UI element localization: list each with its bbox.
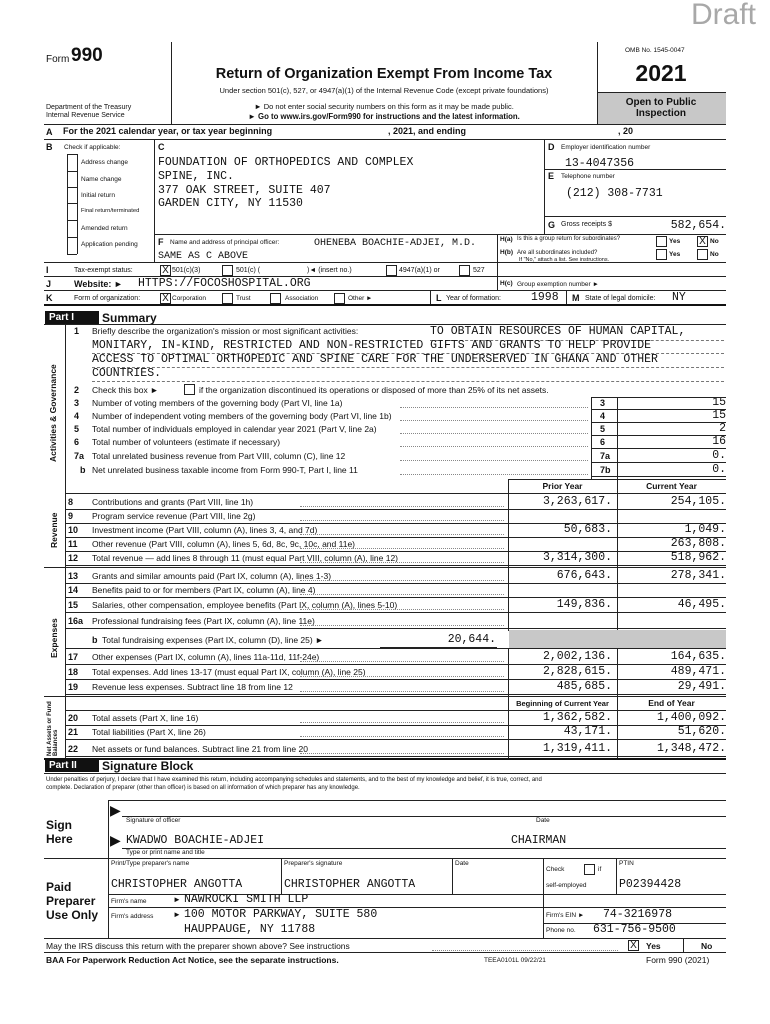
expense-row-text: Grants and similar amounts paid (Part IX, column (A), lines 1-3) [92,571,332,581]
revenue-row-text: Total revenue — add lines 8 through 11 (must equal Part VIII, column (A), line 12) [92,553,398,563]
org-address-2: GARDEN CITY, NY 11530 [158,197,303,210]
expense-total-row-prior: 2,002,136. [542,650,612,663]
form-title: Return of Organization Exempt From Income Tax [215,66,553,82]
preparer-word: Preparer [46,894,96,908]
dept-treasury: Department of the Treasury [46,104,132,111]
line-ha: H(a) [500,236,513,243]
part1-tag: Part I [45,311,99,324]
org-phone: (212) 308-7731 [566,187,663,200]
line-a-end: , 20 [618,126,634,136]
ha-no: No [710,238,719,245]
other-checkbox[interactable] [334,293,345,304]
other-label: Other ► [348,295,373,302]
mission-line-2: MONITARY, IN-KIND, RESTRICTED AND NON-RESTRICTED GIFTS AND GRANTS TO HELP PROVIDE [92,339,651,352]
preparer-signature: CHRISTOPHER ANGOTTA [284,878,416,891]
gross-receipts: 582,654. [670,219,726,232]
form-word: Form [46,54,70,65]
domicile-state: NY [672,291,686,304]
prep-self-label: self-employed [546,882,587,889]
sig-date-label: Date [536,817,550,824]
firm-phone-label: Phone no. [546,927,576,934]
ssn-warning: ► Do not enter social security numbers on this form as it may be made public. [254,102,514,111]
expense-total-row-current: 164,635. [670,650,726,663]
line-b-letter: B [46,142,53,152]
ag-row-num: 4 [74,411,80,421]
firm-ein-label: Firm's EIN ► [546,912,585,919]
line-l-letter: L [436,293,442,303]
revenue-row-current: 1,049. [684,523,726,536]
prep-sig-label: Preparer's signature [284,860,343,867]
expense-total-row-num: 17 [68,652,79,662]
4947-checkbox[interactable] [386,265,397,276]
ag-row-num: 3 [74,398,80,408]
net-assets-row-num: 22 [68,744,79,754]
revenue-row-current: 254,105. [670,495,726,508]
firm-name: NAWROCKI SMITH LLP [184,893,309,906]
527-checkbox[interactable] [459,265,470,276]
line-a-mid: , 2021, and ending [388,126,467,136]
l16b-value: 20,644. [447,633,496,646]
expense-row-num: 13 [68,571,79,581]
b-initial-return: Initial return [81,192,115,199]
revenue-row-text: Contributions and grants (Part VIII, line 1h) [92,497,254,507]
preparer-ptin: P02394428 [619,878,682,891]
l2-num: 2 [74,385,80,395]
ag-row-text: Number of voting members of the governing body (Part VI, line 1a) [92,398,343,408]
ha-text: Is this a group return for subordinates? [517,236,621,242]
open-public: Open to Public [625,97,697,108]
line-hc: H(c) [500,280,513,287]
expense-row-text: Benefits paid to or for members (Part IX, column (A), line 4) [92,585,316,595]
expense-total-row-prior: 2,828,615. [542,665,612,678]
ag-row-box: 3 [600,398,606,408]
discuss-yes: Yes [646,941,661,951]
paid-word: Paid [46,880,72,894]
firm-address-1: 100 MOTOR PARKWAY, SUITE 580 [184,908,378,921]
firm-arrow-icon: ► [173,895,181,904]
hb-yes: Yes [669,251,681,258]
b-amended-return: Amended return [81,225,128,232]
org-name-2: SPINE, INC. [158,170,234,183]
expense-row-current: 278,341. [670,569,726,582]
hb-yes-checkbox[interactable] [656,249,667,260]
line-hb: H(b) [500,249,513,256]
expense-total-row-num: 18 [68,667,79,677]
prep-check-label: Check [546,866,565,873]
prep-if-label: if [598,866,602,873]
prep-ptin-label: PTIN [619,860,634,867]
501c3-checkbox[interactable]: X [160,265,171,276]
line-j-letter: J [46,279,52,289]
side-net-assets: Net Assets or Fund Balances [47,701,59,756]
expense-row-num: 14 [68,585,79,595]
org-ein: 13-4047356 [565,157,635,170]
formation-year: 1998 [531,291,559,304]
net-assets-row-prior: 1,362,582. [542,711,612,724]
corporation-label: Corporation [172,295,206,302]
ag-row-text: Net unrelated business taxable income from Form 990-T, Part I, line 11 [92,465,358,475]
domicile-label: State of legal domicile: [585,295,656,302]
expense-row-text: Professional fundraising fees (Part IX, column (A), line 11e) [92,616,315,626]
prep-date-label: Date [455,860,469,867]
col-current-year: Current Year [646,481,697,491]
sign-arrow-icon: ▶ [110,802,121,818]
preparer-name: CHRISTOPHER ANGOTTA [111,878,243,891]
phone-label: Telephone number [561,173,615,180]
omb-number: OMB No. 1545-0047 [625,47,685,54]
website-label: Website: ► [74,279,123,289]
sig-officer-label: Signature of officer [126,817,181,824]
formation-label: Year of formation: [446,295,501,302]
ag-row-num: 7a [74,451,85,461]
ha-no-checkbox[interactable]: X [697,236,708,247]
ag-row-num: 6 [74,437,80,447]
hb-text: Are all subordinates included? [517,250,598,256]
trust-label: Trust [236,295,251,302]
sign-arrow-icon-2: ▶ [110,832,121,848]
perjury-2: complete. Declaration of preparer (other than officer) is based on all information of which preparer has any knowledge. [46,785,360,791]
501c3-label: 501(c)(3) [172,267,201,274]
revenue-row-text: Investment income (Part VIII, column (A), lines 3, 4, and 7d) [92,525,318,535]
ag-row-value: 16 [712,435,726,448]
use-only-word: Use Only [46,908,99,922]
association-label: Association [285,295,319,302]
col-prior-year: Prior Year [542,481,583,491]
revenue-row-text: Program service revenue (Part VIII, line 2g) [92,511,256,521]
ag-row-num: 5 [74,424,80,434]
expense-total-row-current: 489,471. [670,665,726,678]
501c-label: 501(c) ( [236,267,261,274]
org-address-1: 377 OAK STREET, SUITE 407 [158,184,331,197]
expense-row-num: 15 [68,600,79,610]
sign-word: Sign [46,818,72,832]
expense-total-row-text: Other expenses (Part IX, column (A), lines 11a-11d, 11f-24e) [92,652,320,662]
line-d-letter: D [548,142,555,152]
col-end-year: End of Year [648,698,695,708]
l16b-text: Total fundraising expenses (Part IX, column (D), line 25) ► [102,635,324,645]
revenue-row-num: 10 [68,525,79,535]
form-footer: Form 990 (2021) [646,955,710,965]
discuss-yes-checkbox[interactable]: X [628,940,639,951]
here-word: Here [46,832,73,846]
firm-address-2: HAUPPAUGE, NY 11788 [184,923,316,936]
l2-checkbox[interactable] [184,384,195,395]
officer-sign-name: KWADWO BOACHIE-ADJEI [126,834,265,847]
ag-row-text: Total number of volunteers (estimate if necessary) [92,437,281,447]
side-revenue: Revenue [49,512,59,548]
gross-receipts-label: Gross receipts $ [561,221,612,228]
net-assets-row-num: 20 [68,713,79,723]
line-c-label: C [158,142,165,152]
ag-row-text: Number of independent voting members of the governing body (Part VI, line 1b) [92,411,392,421]
b-address-change: Address change [81,159,128,166]
net-assets-row-prior: 43,171. [563,725,612,738]
ag-row-box: 7b [600,465,611,475]
revenue-row-num: 9 [68,511,74,521]
ag-row-text: Total number of individuals employed in calendar year 2021 (Part V, line 2a) [92,424,377,434]
trust-checkbox[interactable] [222,293,233,304]
501c-checkbox[interactable] [222,265,233,276]
net-assets-row-text: Net assets or fund balances. Subtract line 21 from line 20 [92,744,308,754]
inspection: Inspection [635,108,686,119]
ag-row-box: 7a [600,451,611,461]
self-employed-checkbox[interactable] [584,864,595,875]
ag-row-box: 5 [600,424,606,434]
expense-row-prior: 149,836. [556,598,612,611]
revenue-row-current: 263,808. [670,537,726,550]
hc-text: Group exemption number ► [517,281,599,288]
net-assets-row-current: 51,620. [677,725,726,738]
irs-link: ► Go to www.irs.gov/Form990 for instructions and the latest information. [248,112,520,121]
firm-address-label: Firm's address [111,913,154,920]
officer-label: Name and address of principal officer: [170,239,280,246]
form-code: TEEA0101L 09/22/21 [484,957,546,964]
website-url[interactable]: HTTPS://FOCOSHOSPITAL.ORG [138,277,311,290]
ag-row-value: 0. [712,449,726,462]
discuss-no: No [701,941,713,951]
net-assets-row-num: 21 [68,727,79,737]
irs-service: Internal Revenue Service [46,112,125,119]
l1-text: Briefly describe the organization's mission or most significant activities: [92,326,359,336]
part1-title: Summary [102,311,157,325]
form-subtitle: Under section 501(c), 527, or 4947(a)(1) of the Internal Revenue Code (except private foundations) [219,86,549,95]
expense-total-row-text: Revenue less expenses. Subtract line 18 from line 12 [92,682,293,692]
net-assets-row-text: Total liabilities (Part X, line 26) [92,727,206,737]
baa-notice: BAA For Paperwork Reduction Act Notice, see the separate instructions. [46,955,339,965]
ag-row-value: 2 [719,422,726,435]
draft-watermark: Draft [690,0,756,31]
527-label: 527 [473,267,485,274]
net-assets-row-current: 1,400,092. [656,711,726,724]
ag-row-value: 15 [712,409,726,422]
ha-yes: Yes [669,238,681,245]
ag-row-num: b [80,465,86,475]
line-b-label: Check if applicable: [64,144,121,151]
ag-row-value: 15 [712,396,726,409]
officer-sign-title: CHAIRMAN [511,834,567,847]
org-name-1: FOUNDATION OF ORTHOPEDICS AND COMPLEX [158,156,414,169]
tax-exempt-label: Tax-exempt status: [74,267,133,274]
ha-yes-checkbox[interactable] [656,236,667,247]
corporation-checkbox[interactable]: X [160,293,171,304]
expense-row-text: Salaries, other compensation, employee benefits (Part IX, column (A), lines 5-10) [92,600,398,610]
type-print-label: Type or print name and title [126,849,205,856]
l16b-num: b [92,635,98,645]
b-final-return: Final return/terminated [81,208,140,214]
firm-phone: 631-756-9500 [593,923,676,936]
firm-name-label: Firm's name [111,898,147,905]
irs-discuss: May the IRS discuss this return with the preparer shown above? See instructions [46,941,350,951]
addr-arrow-icon: ► [173,910,181,919]
l2-text-b: if the organization discontinued its operations or disposed of more than 25% of its net assets. [199,385,549,395]
association-checkbox[interactable] [270,293,281,304]
mission-line-1: TO OBTAIN RESOURCES OF HUMAN CAPITAL, [430,325,686,338]
4947-label: 4947(a)(1) or [399,267,440,274]
part2-title: Signature Block [102,759,194,773]
revenue-row-prior: 3,263,617. [542,495,612,508]
revenue-row-num: 11 [68,539,78,549]
revenue-row-text: Other revenue (Part VIII, column (A), lines 5, 6d, 8c, 9c, 10c, and 11e) [92,539,355,549]
side-expenses: Expenses [49,618,59,658]
part2-tag: Part II [45,759,99,772]
col-beginning-year: Beginning of Current Year [516,699,609,708]
line-i-letter: I [46,265,49,275]
insert-no: )◄ (insert no.) [307,267,352,274]
revenue-row-current: 518,962. [670,551,726,564]
expense-row-current: 46,495. [677,598,726,611]
hb-no: No [710,251,719,258]
expense-total-row-prior: 485,685. [556,680,612,693]
ag-row-value: 0. [712,463,726,476]
line-a-text: For the 2021 calendar year, or tax year beginning [63,126,273,136]
revenue-row-num: 8 [68,497,74,507]
revenue-row-num: 12 [68,553,79,563]
expense-row-prior: 676,643. [556,569,612,582]
line-g-letter: G [548,220,556,230]
line-a-label: A [46,127,53,137]
ag-row-box: 4 [600,411,606,421]
officer-name: OHENEBA BOACHIE-ADJEI, M.D. [314,238,477,249]
b-name-change: Name change [81,176,122,183]
ag-row-text: Total unrelated business revenue from Part VIII, column (C), line 12 [92,451,346,461]
revenue-row-prior: 3,314,300. [542,551,612,564]
l1-num: 1 [74,326,80,336]
form-number: 990 [71,45,103,66]
expense-total-row-num: 19 [68,682,79,692]
mission-line-4: COUNTRIES. [92,367,162,380]
org-form-label: Form of organization: [74,295,141,302]
side-activities: Activities & Governance [48,364,58,462]
expense-row-num: 16a [68,616,84,626]
expense-total-row-current: 29,491. [677,680,726,693]
hb-note: If "No," attach a list. See instructions. [519,257,610,263]
net-assets-row-prior: 1,319,411. [542,742,612,755]
hb-no-checkbox[interactable] [697,249,708,260]
line-k-letter: K [46,293,53,303]
officer-address: SAME AS C ABOVE [158,251,249,262]
net-assets-row-text: Total assets (Part X, line 16) [92,713,199,723]
firm-ein: 74-3216978 [603,908,673,921]
net-assets-row-current: 1,348,472. [656,742,726,755]
ein-label: Employer identification number [561,144,651,151]
line-e-letter: E [548,171,555,181]
revenue-row-prior: 50,683. [563,523,612,536]
mission-line-3: ACCESS TO OPTIMAL ORTHOPEDIC AND SPINE CARE FOR THE UNDERSERVED IN GHANA AND OTHER [92,353,658,366]
ag-row-box: 6 [600,437,606,447]
b-application-pending: Application pending [81,241,138,248]
tax-year: 2021 [635,60,687,86]
l2-text: Check this box ► [92,385,159,395]
expense-total-row-text: Total expenses. Add lines 13-17 (must equal Part IX, column (A), line 25) [92,667,366,677]
line-m-letter: M [572,293,580,303]
perjury-1: Under penalties of perjury, I declare that I have examined this return, including accompanying schedules and statements, and to the best of my knowledge and belief, it is true, correct, and [46,777,542,783]
line-f-letter: F [158,237,164,247]
prep-name-label: Print/Type preparer's name [111,860,190,867]
